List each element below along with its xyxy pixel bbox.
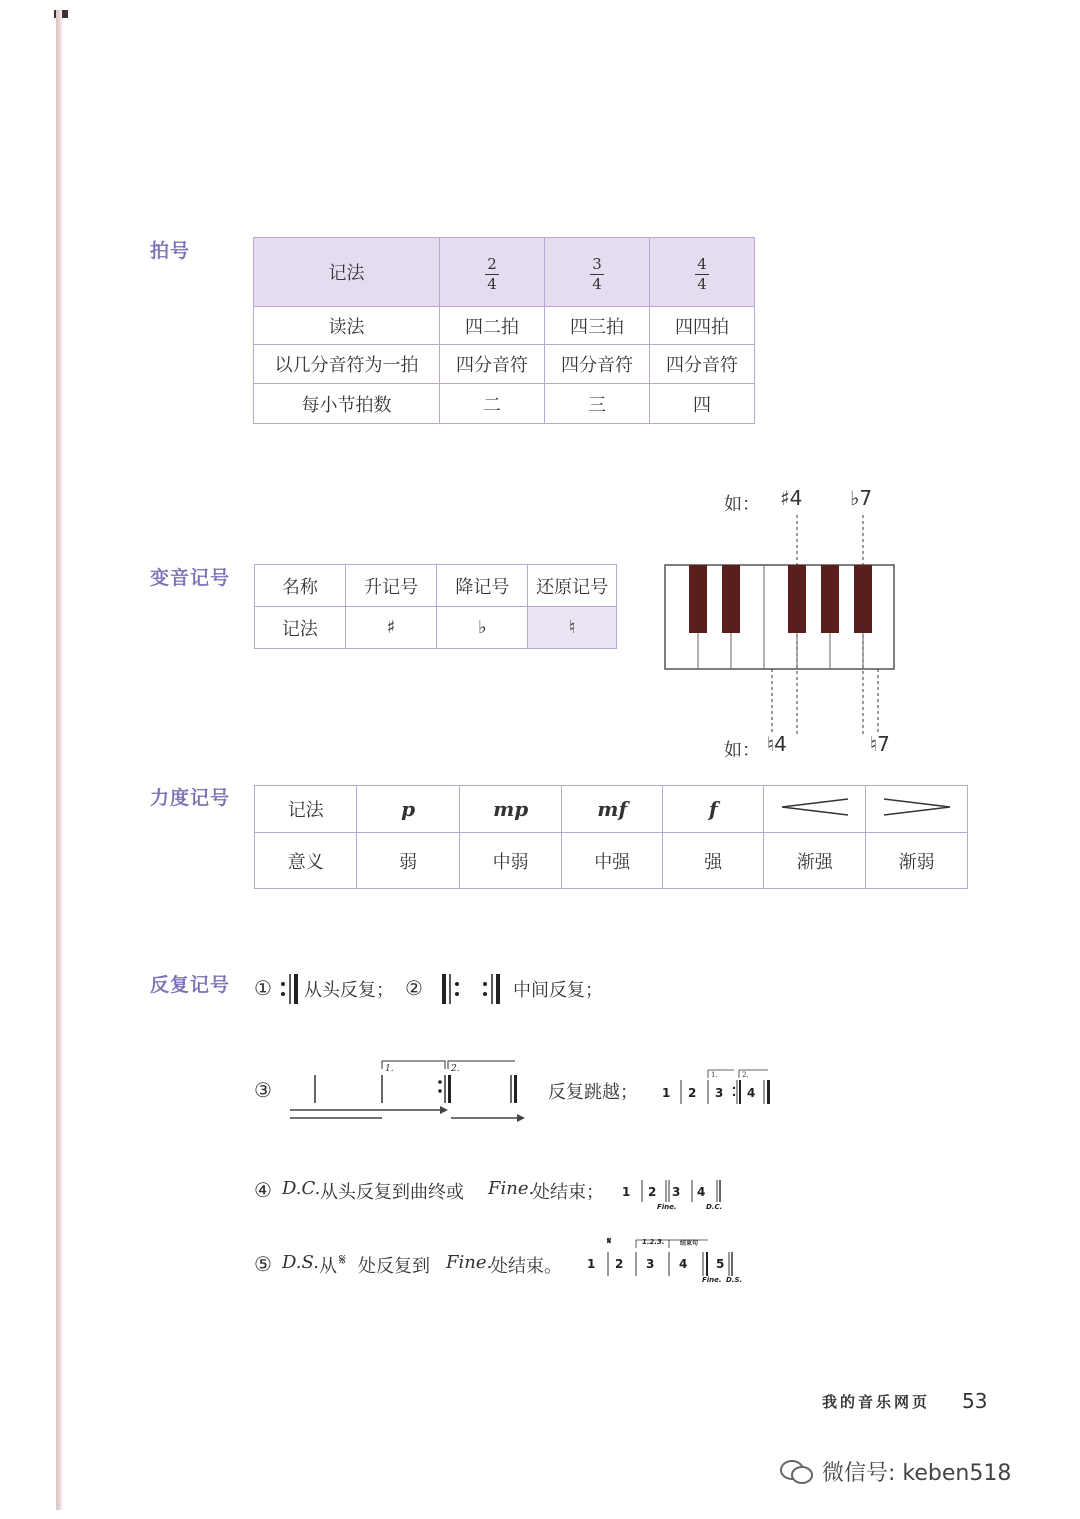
svg-text:1.: 1. — [711, 1071, 718, 1079]
accidental-header-flat: 降记号 — [437, 565, 528, 607]
dynamics-table — [254, 785, 968, 889]
dynamic-mark-f: f — [662, 786, 763, 833]
score-note: 2 — [615, 1257, 624, 1271]
accidental-header-name: 名称 — [255, 565, 346, 607]
repeat-item-2: ② — [405, 976, 423, 1000]
section-label-repeats: 反复记号 — [150, 974, 231, 996]
piano-keyboard — [660, 510, 900, 740]
fine-mark: Fine. — [488, 1178, 535, 1199]
repeat-item-1: ① — [254, 976, 272, 1000]
book-spine — [56, 10, 62, 1510]
sharp-symbol: ♯ — [345, 607, 437, 649]
decrescendo-hairpin-icon — [882, 797, 952, 817]
dc-end-text: 处结束； — [532, 1182, 604, 1203]
dynamic-meaning: 渐强 — [764, 833, 866, 889]
accidental-header-natural: 还原记号 — [528, 565, 617, 607]
meter-beats: 二 — [440, 384, 545, 424]
meter-reading: 四三拍 — [545, 307, 650, 345]
dc-mark: D.C. — [282, 1178, 321, 1199]
natural-symbol: ♮ — [528, 607, 617, 649]
volta-bracket-label: 1.2.3. — [642, 1238, 665, 1246]
repeat-from-start-text: 从头反复； — [304, 980, 394, 1001]
piano-example-natural4: ♮4 — [767, 732, 787, 756]
watermark — [780, 1456, 1011, 1487]
score-note: 2 — [688, 1086, 697, 1100]
svg-text:2.: 2. — [451, 1064, 460, 1074]
volta-bracket-label-2: 结束句 — [680, 1240, 699, 1247]
repeat-item-3: ③ — [254, 1078, 272, 1102]
meter-reading: 四二拍 — [440, 307, 545, 345]
piano-example-flat7: ♭7 — [850, 486, 873, 510]
accidental-row-label: 记法 — [255, 607, 346, 649]
piano-example-bottom-prefix: 如： — [724, 740, 760, 761]
crescendo-hairpin-icon — [780, 797, 850, 817]
repeat-end-sign-icon — [278, 972, 302, 1006]
meter-beat-unit: 四分音符 — [440, 345, 545, 384]
meter-cell-3-4: $\frac{3}{4}$ — [545, 238, 650, 307]
svg-text:2.: 2. — [742, 1071, 749, 1079]
footer-title: 我的音乐网页 — [822, 1393, 931, 1411]
dynamics-row-label-meaning: 意义 — [255, 833, 357, 889]
page-number: 53 — [962, 1389, 988, 1413]
dynamic-meaning: 强 — [662, 833, 763, 889]
meter-beats: 三 — [545, 384, 650, 424]
score-note: 5 — [716, 1257, 725, 1271]
meter-table — [253, 237, 755, 424]
svg-text:1.: 1. — [385, 1064, 394, 1074]
volta-diagram — [285, 1055, 535, 1130]
dynamics-row-label-notation: 记法 — [255, 786, 357, 833]
score-note: 4 — [679, 1257, 688, 1271]
flat-symbol: ♭ — [437, 607, 528, 649]
meter-cell-2-4: $\frac{2}{4}$ — [440, 238, 545, 307]
score-note: 1 — [622, 1185, 631, 1199]
meter-row-label-notation: 记法 — [254, 238, 440, 307]
repeat-end-sign-icon — [480, 972, 504, 1006]
score-ds-tag: D.S. — [726, 1276, 743, 1284]
decrescendo-mark — [866, 786, 968, 833]
score-fine-tag: Fine. — [657, 1203, 677, 1211]
ds-end-text: 处结束。 — [490, 1256, 562, 1277]
ds-text-to: 处反复到 — [358, 1256, 430, 1277]
score-note: 4 — [697, 1185, 706, 1199]
volta-jump-text: 反复跳越； — [548, 1082, 638, 1103]
crescendo-mark — [764, 786, 866, 833]
piano-example-natural7: ♮7 — [870, 732, 890, 756]
score-note: 1 — [587, 1257, 596, 1271]
middle-repeat-text: 中间反复； — [513, 980, 603, 1001]
dynamic-meaning: 渐弱 — [866, 833, 968, 889]
meter-beat-unit: 四分音符 — [545, 345, 650, 384]
fine-mark: Fine. — [446, 1252, 493, 1273]
meter-row-label-beats: 每小节拍数 — [254, 384, 440, 424]
score-fine-tag: Fine. — [702, 1276, 722, 1284]
score-note: 3 — [646, 1257, 655, 1271]
section-label-meter: 拍号 — [150, 240, 191, 262]
score-note: 3 — [715, 1086, 724, 1100]
volta-score-bars — [672, 1066, 782, 1110]
ds-mark: D.S. — [282, 1252, 319, 1273]
dynamic-mark-mf: mf — [562, 786, 663, 833]
section-label-accidentals: 变音记号 — [150, 567, 231, 589]
repeat-item-5: ⑤ — [254, 1252, 272, 1276]
repeat-item-4: ④ — [254, 1178, 272, 1202]
wechat-icon — [780, 1459, 814, 1485]
dc-score-bars — [636, 1176, 731, 1206]
watermark-text: 微信号: keben518 — [822, 1461, 1012, 1486]
meter-row-label-reading: 读法 — [254, 307, 440, 345]
score-note: 4 — [747, 1086, 756, 1100]
score-note: 1 — [662, 1086, 671, 1100]
repeat-start-sign-icon — [440, 972, 464, 1006]
meter-cell-4-4: $\frac{4}{4}$ — [650, 238, 755, 307]
section-label-dynamics: 力度记号 — [150, 787, 231, 809]
dynamic-meaning: 中弱 — [459, 833, 562, 889]
piano-example-top-prefix: 如： — [724, 494, 760, 515]
meter-beat-unit: 四分音符 — [650, 345, 755, 384]
piano-example-sharp4: ♯4 — [780, 486, 803, 510]
accidental-header-sharp: 升记号 — [345, 565, 437, 607]
ds-text-from: 从 — [319, 1256, 337, 1277]
dynamic-meaning: 弱 — [357, 833, 459, 889]
meter-reading: 四四拍 — [650, 307, 755, 345]
accidental-table — [254, 564, 617, 649]
dynamic-mark-mp: mp — [459, 786, 562, 833]
dc-text: 从头反复到曲终或 — [320, 1182, 464, 1203]
score-note: 2 — [648, 1185, 657, 1199]
segno-small-icon: 𝄋 — [607, 1236, 612, 1247]
meter-beats: 四 — [650, 384, 755, 424]
dynamic-meaning: 中强 — [562, 833, 663, 889]
score-dc-tag: D.C. — [706, 1203, 723, 1211]
score-note: 3 — [672, 1185, 681, 1199]
segno-icon: 𝄋 — [339, 1250, 346, 1269]
ds-score-bars — [600, 1234, 750, 1282]
dynamic-mark-p: p — [357, 786, 459, 833]
meter-row-label-beat-unit: 以几分音符为一拍 — [254, 345, 440, 384]
